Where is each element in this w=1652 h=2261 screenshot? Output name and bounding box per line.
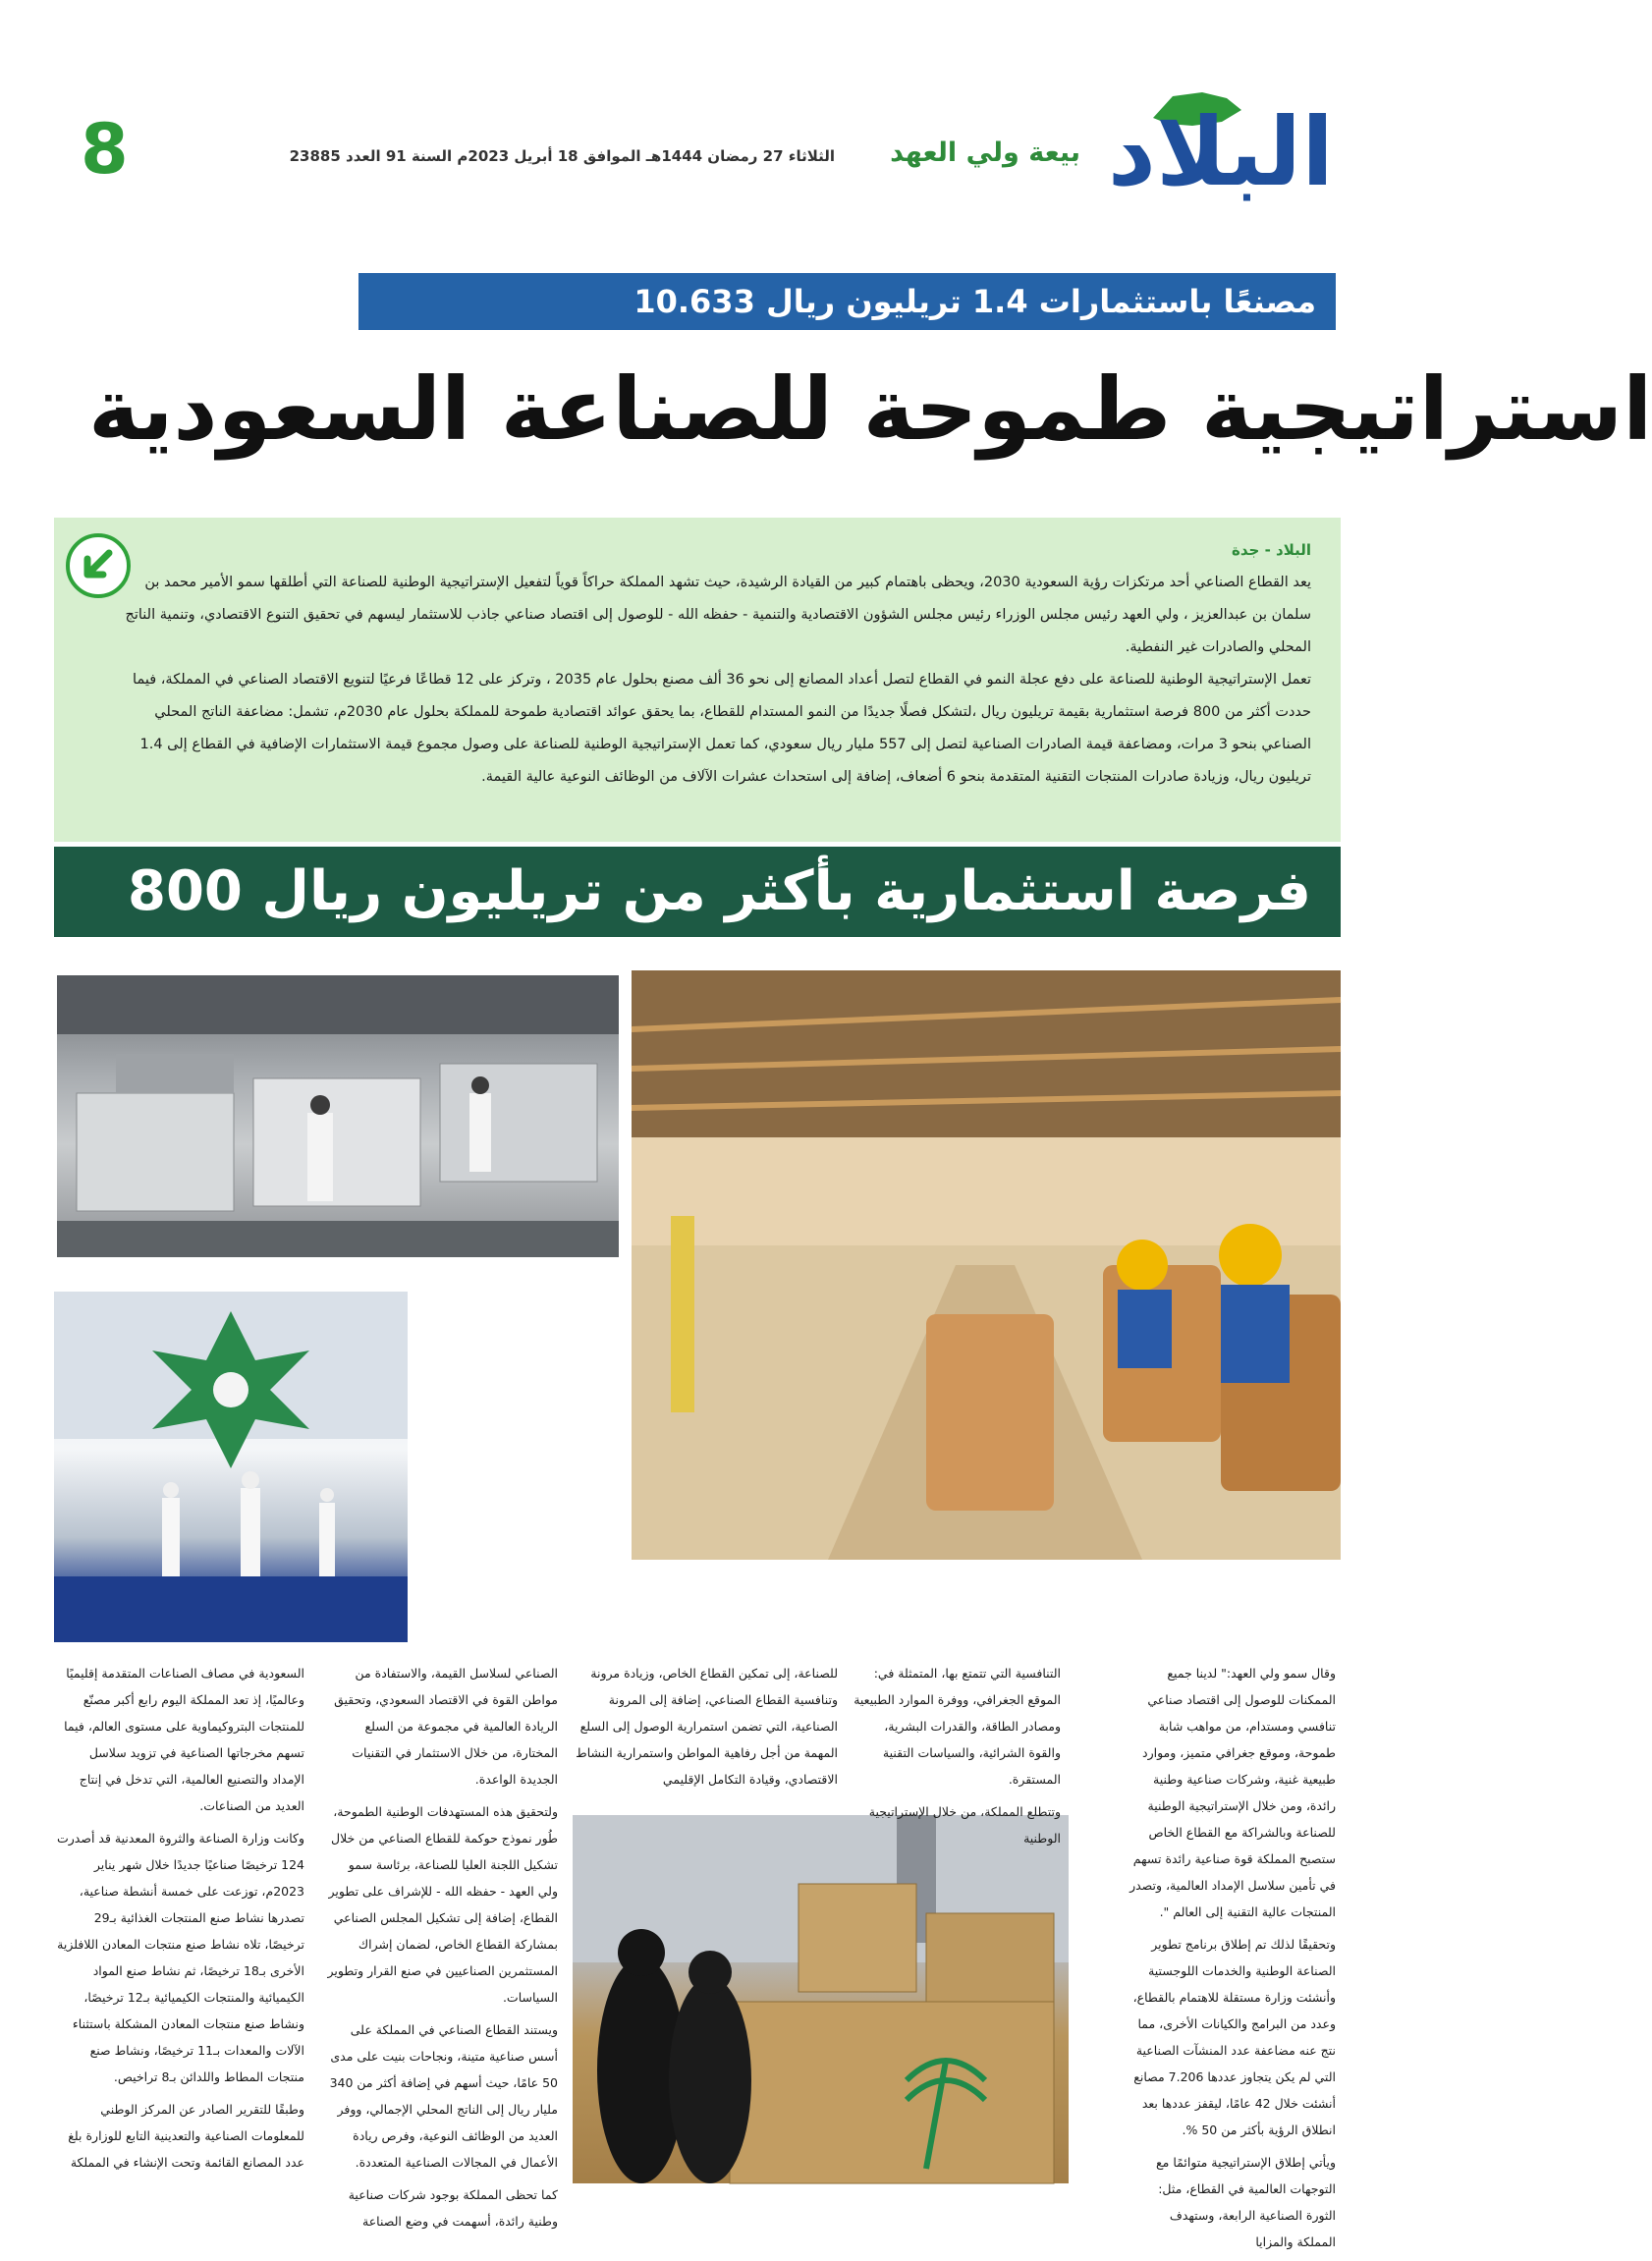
intro-paragraph: تعمل الإستراتيجية الوطنية للصناعة على دفع عجلة النمو في القطاع لتصل أعداد المصانع إلى نحو 36 ألف مصنع بحلول عام 2035 ، وتركز على 12 قطاعًا فرعيًا لتنويع الاقتصاد الصناعي في المملكة، فيما حددت أكثر من 800 فرصة استثمارية بقيمة تريليون ريال ،لتشكل فصلًا جديدًا من النمو المستدام للقطاع، بما يحقق عوائد اقتصادية طموحة للمملكة بحلول عام 2030م، تشمل: مضاعفة الناتج المحلي الصناعي بنحو 3 مرات، ومضاعفة قيمة الصادرات الصناعية لتصل إلى 557 مليار ريال سعودي، كما تعمل الإستراتيجية الوطنية للصناعة على وصول مجموع قيمة الاستثمارات الإضافية في القطاع إلى 1.4 تريليون ريال، وزيادة صادرات المنتجات التقنية المتقدمة بنحو 6 أضعاف، إضافة إلى استحداث عشرات الآلاف من الوظائف النوعية عالية القيمة. [133, 672, 1311, 785]
column-paragraph: وتتطلع المملكة، من خلال الإستراتيجية الوطنية [868, 1804, 1061, 1846]
article-column [54, 1660, 304, 2181]
column-paragraph: وكانت وزارة الصناعة والثروة المعدنية قد أصدرت 124 ترخيصًا صناعيًا جديدًا خلال شهر يناير 2023م، توزعت على خمسة أنشطة صناعية، تصدرها نشاط صنع المنتجات الغذائية بـ29 ترخيصًا، تلاه نشاط صنع منتجات المعادن اللافلزية الأخرى بـ18 ترخيصًا، ثم نشاط صنع المواد الكيميائية والمنتجات الكيميائية بـ12 ترخيصًا، ونشاط صنع منتجات المعادن المشكلة باستثناء الآلات والمعدات بـ11 ترخيصًا، ونشاط صنع منتجات المطاط واللدائن بـ8 تراخيص. [57, 1831, 304, 2084]
article-column [327, 1660, 558, 2240]
column-paragraph: ويستند القطاع الصناعي في المملكة على أسس صناعية متينة، ونجاحات بنيت على مدى 50 عامًا، حيث أسهم في إضافة أكثر من 340 مليار ريال إلى الناتج المحلي الإجمالي، ووفر العديد من الوظائف النوعية، وفرص ريادة الأعمال في المجالات الصناعية المتعددة. [329, 2022, 558, 2170]
saudi-pavilion-photo [54, 1292, 408, 1642]
column-paragraph: للصناعة، إلى تمكين القطاع الخاص، وزيادة مرونة وتنافسية القطاع الصناعي، إضافة إلى المرونة الصناعية، التي تضمن استمرارية الوصول إلى السلع المهمة من أجل رفاهية المواطن واستمرارية النشاط الاقتصادي، وقيادة التكامل الإقليمي [576, 1666, 838, 1787]
byline: البلاد - جدة [1232, 541, 1311, 559]
logo-wordmark: البلاد [1107, 97, 1334, 207]
header-slogan: بيعة ولي العهد [890, 138, 1080, 168]
column-paragraph: التنافسية التي تتمتع بها، المتمثلة في: الموقع الجغرافي، ووفرة الموارد الطبيعية ومصادر الطاقة، والقدرات البشرية، والقوة الشرائية، والسياسات التقنية المستقرة. [854, 1666, 1061, 1787]
column-paragraph: وتحقيقًا لذلك تم إطلاق برنامج تطوير الصناعة الوطنية والخدمات اللوجستية وأنشئت وزارة مستقلة للاهتمام بالقطاع، وعدد من البرامج والكيانات الأخرى، مما نتج عنه مضاعفة عدد المنشآت الصناعية التي لم يكن يتجاوز عددها 7.206 مصانع أنشئت خلال 42 عامًا، ليقفز عددها بعد انطلاق الرؤية بأكثر من 50 %. [1132, 1937, 1336, 2137]
page-number: 8 [81, 109, 129, 190]
saudi-made-booth-photo [573, 1815, 1069, 2183]
column-paragraph: ولتحقيق هذه المستهدفات الوطنية الطموحة، طُور نموذج حوكمة للقطاع الصناعي من خلال تشكيل اللجنة العليا للصناعة، برئاسة سمو ولي العهد - حفظه الله - للإشراف على تطوير القطاع، إضافة إلى تشكيل المجلس الصناعي بمشاركة القطاع الخاص، لضمان إشراك المستثمرين الصناعيين في صنع القرار وتطوير السياسات. [327, 1804, 558, 2005]
electronics-factory-photo [57, 975, 619, 1257]
column-paragraph: كما تحظى المملكة بوجود شركات صناعية وطنية رائدة، أسهمت في وضع الصناعة [348, 2187, 558, 2229]
intro-box [54, 518, 1341, 842]
column-paragraph: وقال سمو ولي العهد:" لدينا جميع الممكنات للوصول إلى اقتصاد صناعي تنافسي ومستدام، من مواهب شابة طموحة، وموقع جغرافي متميز، وموارد طبيعية غنية، وشركات صناعية وطنية رائدة، ومن خلال الإستراتيجية الوطنية للصناعة وبالشراكة مع القطاع الخاص ستصبح المملكة قوة صناعية رائدة تسهم في تأمين سلاسل الإمداد العالمية، وتصدر المنتجات عالية التقنية إلى العالم ". [1129, 1666, 1336, 1919]
column-paragraph: الصناعي لسلاسل القيمة، والاستفادة من مواطن القوة في الاقتصاد السعودي، وتحقيق الريادة العالمية في مجموعة من السلع المختارة، من خلال الاستثمار في التقنيات الجديدة الواعدة. [334, 1666, 558, 1787]
main-headline: استراتيجية طموحة للصناعة السعودية [88, 358, 1652, 460]
column-paragraph: ويأتي إطلاق الإستراتيجية متوائمًا مع التوجهات العالمية في القطاع، مثل: الثورة الصناعية الرابعة، وستهدف المملكة والمزايا [1156, 2155, 1336, 2249]
article-column [1128, 1660, 1336, 2261]
intro-paragraph: يعد القطاع الصناعي أحد مرتكزات رؤية السعودية 2030، ويحظى باهتمام كبير من القيادة الرشيدة، حيث تشهد المملكة حراكاً قوياً لتفعيل الإستراتيجية الوطنية للصناعة التي أطلقها سمو الأمير محمد بن سلمان بن عبدالعزيز ، ولي العهد رئيس مجلس الوزراء رئيس مجلس الشؤون الاقتصادية والتنمية - حفظه الله - للوصول إلى اقتصاد صناعي جاذب للاستثمار ليسهم في تحقيق التنوع الاقتصادي، وتنمية الناتج المحلي والصادرات غير النفطية. [125, 575, 1311, 655]
article-column [573, 1660, 838, 1807]
subheadline-banner: 800 فرصة استثمارية بأكثر من تريليون ريال [54, 847, 1341, 937]
newspaper-logo [1098, 88, 1334, 211]
kicker-headline: 10.633 مصنعًا باستثمارات 1.4 تريليون ريال [358, 273, 1336, 330]
transformer-factory-photo [632, 970, 1341, 1560]
column-paragraph: السعودية في مصاف الصناعات المتقدمة إقليميًا وعالميًا، إذ تعد المملكة اليوم رابع أكبر مصنّع للمنتجات البتروكيماوية على مستوى العالم، فيما تسهم مخرجاتها الصناعية في تزويد سلاسل الإمداد والتصنيع العالمية، التي تدخل في إنتاج العديد من الصناعات. [64, 1666, 304, 1813]
column-paragraph: وطبقًا للتقرير الصادر عن المركز الوطني للمعلومات الصناعية والتعدينية التابع للوزارة بلغ عدد المصانع القائمة وتحت الإنشاء في المملكة [68, 2102, 304, 2170]
dateline: الثلاثاء 27 رمضان 1444هـ الموافق 18 أبريل 2023م السنة 91 العدد 23885 [289, 147, 835, 165]
article-column [853, 1660, 1061, 1846]
arrow-down-left-icon [66, 533, 131, 598]
